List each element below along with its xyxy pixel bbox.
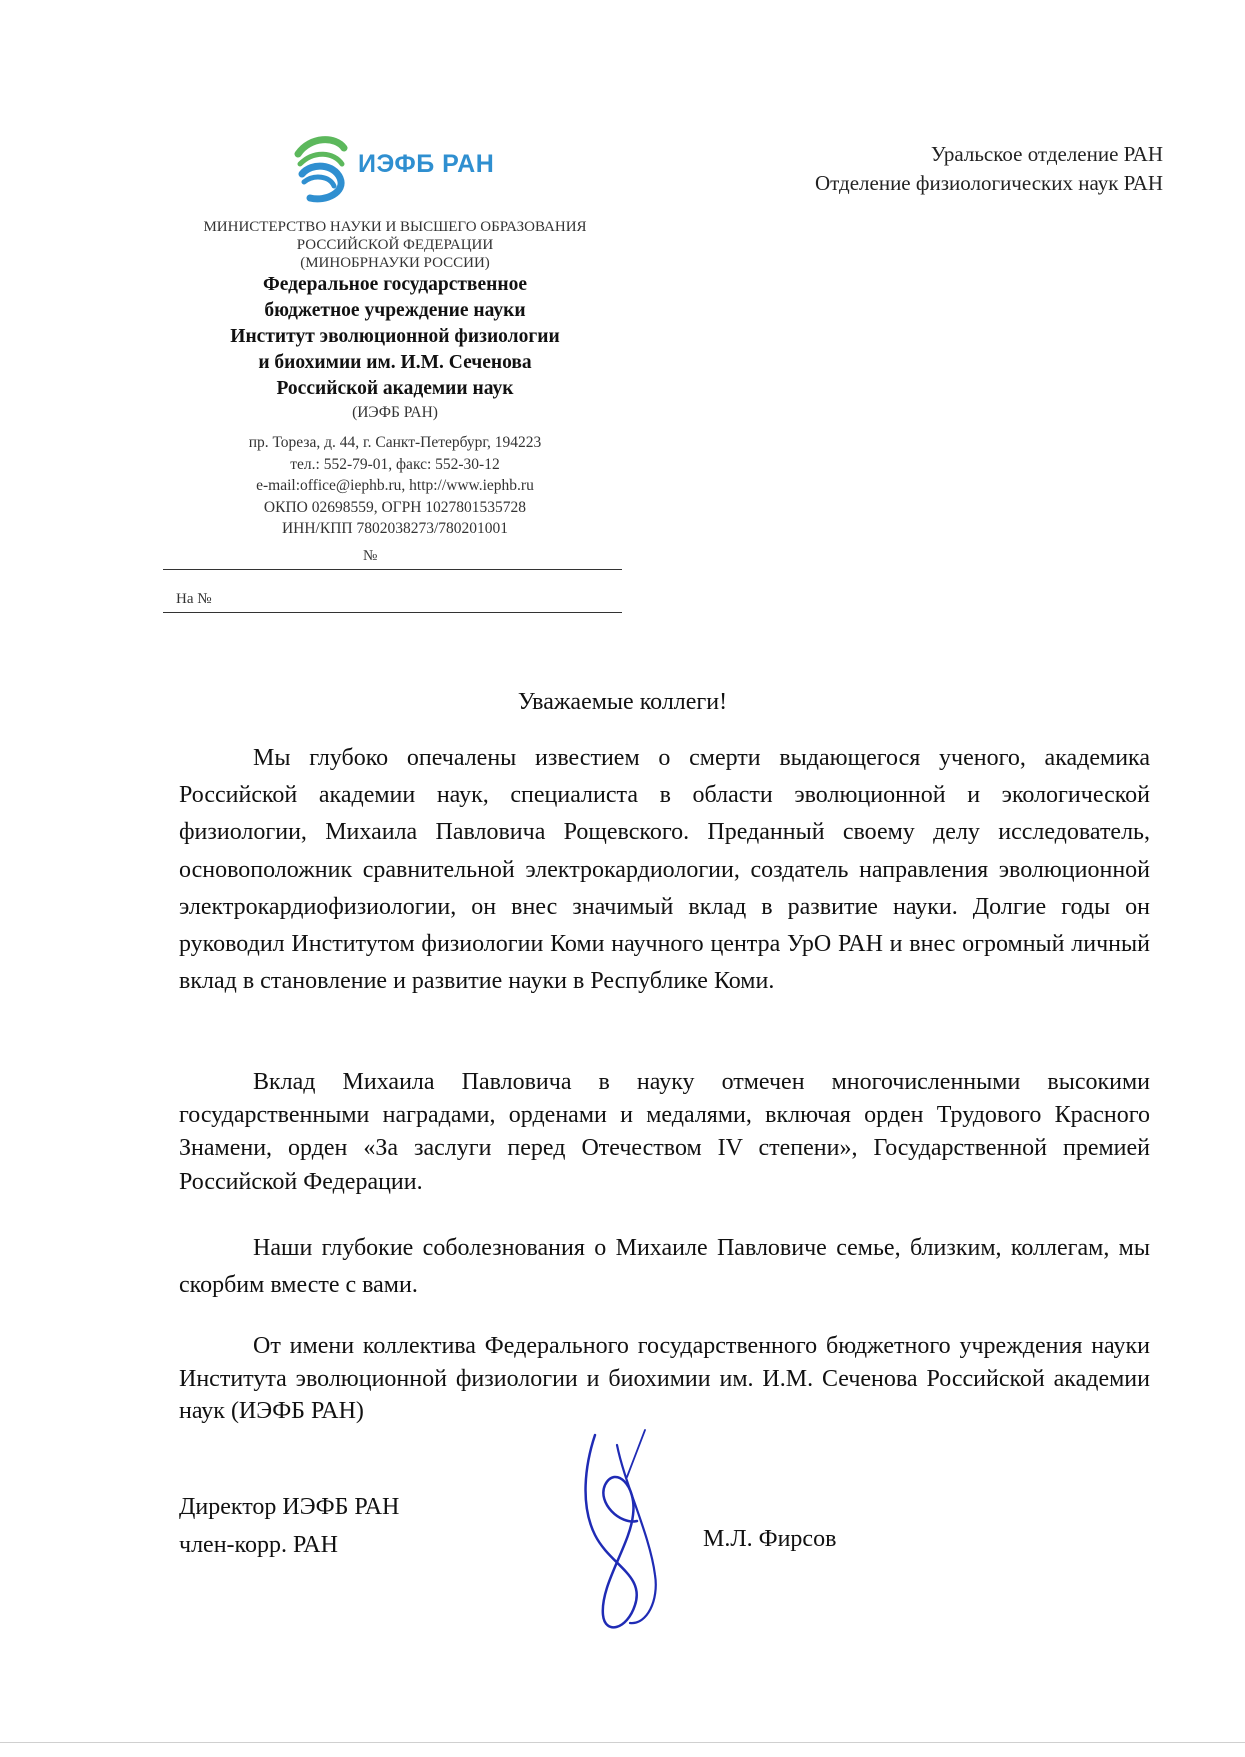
signatory-position <box>179 1488 399 1564</box>
body-paragraph: Вклад Михаила Павловича в науку отмечен многочисленными высокими государственными наградами, орденами и медалями, включая орден Трудового Красного Знамени, орден «За заслуги перед Отечеством IV степени», Государственной премией Российской Федерации. <box>179 1069 1150 1195</box>
outgoing-number-label: № <box>363 548 378 564</box>
greeting: Уважаемые коллеги! <box>517 689 728 715</box>
email-line: e-mail:office@iephb.ru, http://www.iephb.ru <box>256 477 534 494</box>
body-paragraph: Наши глубокие соболезнования о Михаиле Павловиче семье, близким, коллегам, мы скорбим вместе с вами. <box>179 1235 1150 1299</box>
ministry-line: РОССИЙСКОЙ ФЕДЕРАЦИИ <box>296 237 494 253</box>
organization-line: и биохимии им. И.М. Сеченова <box>258 352 532 373</box>
tax-id-line: ИНН/КПП 7802038273/780201001 <box>281 520 509 537</box>
logo-text: ИЭФБ РАН <box>358 150 495 178</box>
recipient: Уральское отделение РАН <box>930 142 1163 166</box>
page-edge-line <box>0 1742 1245 1743</box>
ministry-line: МИНИСТЕРСТВО НАУКИ И ВЫСШЕГО ОБРАЗОВАНИЯ <box>203 219 587 235</box>
ministry-line: (МИНОБРНАУКИ РОССИИ) <box>300 255 490 271</box>
address-line: пр. Тореза, д. 44, г. Санкт-Петербург, 194223 <box>248 434 542 451</box>
signatory-rank: член-корр. РАН <box>179 1532 338 1558</box>
organization-line: Российской академии наук <box>276 378 514 399</box>
signatory-title: Директор ИЭФБ РАН <box>179 1494 400 1520</box>
registry-codes-line: ОКПО 02698559, ОГРН 1027801535728 <box>263 498 527 516</box>
body-paragraph: Мы глубоко опечалены известием о смерти выдающегося ученого, академика Российской академии наук, специалиста в области эволюционной и экологической физиологии, Михаила Павловича Рощевского. Преданный своему делу исследователь, основоположник сравнительной электрокардиологии, создатель направления эволюционной электрокардиофизиологии, он внес значимый вклад в развитие науки. Долгие годы он руководил Институтом физиологии Коми научного центра УрО РАН и внес огромный личный вклад в становление и развитие науки в Республике Коми. <box>179 745 1150 995</box>
recipient: Отделение физиологических наук РАН <box>814 171 1163 195</box>
signatory-name: М.Л. Фирсов <box>703 1526 837 1552</box>
organization-line: Федеральное государственное <box>263 274 527 295</box>
reply-to-number-label: На № <box>176 591 212 607</box>
body-paragraph: От имени коллектива Федерального государственного бюджетного учреждения науки Института эволюционной физиологии и биохимии им. И.М. Сеченова Российской академии наук (ИЭФБ РАН) <box>179 1333 1150 1424</box>
handwritten-signature-icon <box>575 1425 685 1640</box>
organization-line: бюджетное учреждение науки <box>264 300 526 321</box>
phone-line: тел.: 552-79-01, факс: 552-30-12 <box>290 455 500 473</box>
organization-line: Институт эволюционной физиологии <box>230 326 560 347</box>
organization-abbreviation: (ИЭФБ РАН) <box>352 404 438 421</box>
